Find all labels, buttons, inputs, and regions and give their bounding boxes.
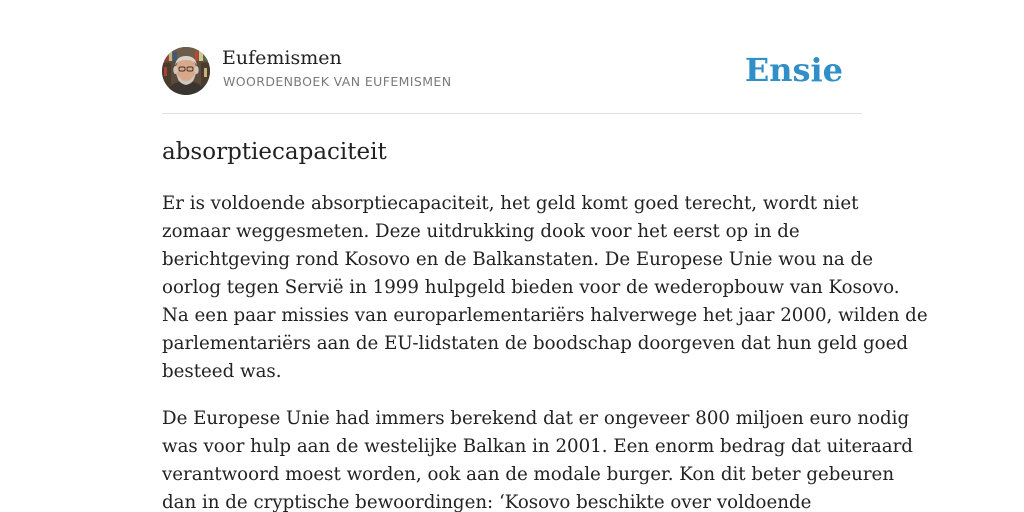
paragraph-line: parlementariërs aan de EU-lidstaten de boodschap doorgeven dat hun geld goed — [162, 333, 909, 354]
paragraph-line: dan in de cryptische bewoordingen: ‘Kosovo beschikte over voldoende — [162, 492, 812, 512]
source-header — [162, 46, 862, 96]
paragraph — [162, 405, 913, 512]
avatar-photo-icon — [162, 47, 210, 95]
header-divider — [162, 113, 862, 114]
source-title[interactable]: Eufemismen — [222, 47, 342, 69]
paragraph-line: zomaar weggesmeten. Deze uitdrukking dook voor het eerst op in de — [162, 221, 800, 242]
paragraph-line: Er is voldoende absorptiecapaciteit, het geld komt goed terecht, wordt niet — [162, 193, 859, 214]
paragraph-line: besteed was. — [162, 361, 282, 382]
paragraph-line: De Europese Unie had immers berekend dat er ongeveer 800 miljoen euro nodig — [162, 408, 910, 429]
paragraph-line: oorlog tegen Servië in 1999 hulpgeld bieden voor de wederopbouw van Kosovo. — [162, 277, 900, 298]
source-subtitle: WOORDENBOEK VAN EUFEMISMEN — [223, 74, 452, 89]
paragraph-line: Na een paar missies van europarlementariërs halverwege het jaar 2000, wilden de — [162, 305, 928, 326]
paragraph — [162, 190, 928, 386]
ensie-logo[interactable]: Ensie — [744, 51, 843, 89]
entry-body — [162, 190, 928, 512]
paragraph-line: verantwoord moest worden, ook aan de modale burger. Kon dit beter gebeuren — [162, 464, 895, 485]
paragraph-line: berichtgeving rond Kosovo en de Balkanstaten. De Europese Unie wou na de — [162, 249, 873, 270]
paragraph-line: was voor hulp aan de westelijke Balkan in 2001. Een enorm bedrag dat uiteraard — [162, 436, 913, 457]
author-avatar[interactable] — [162, 47, 210, 95]
entry-term: absorptiecapaciteit — [162, 139, 387, 165]
